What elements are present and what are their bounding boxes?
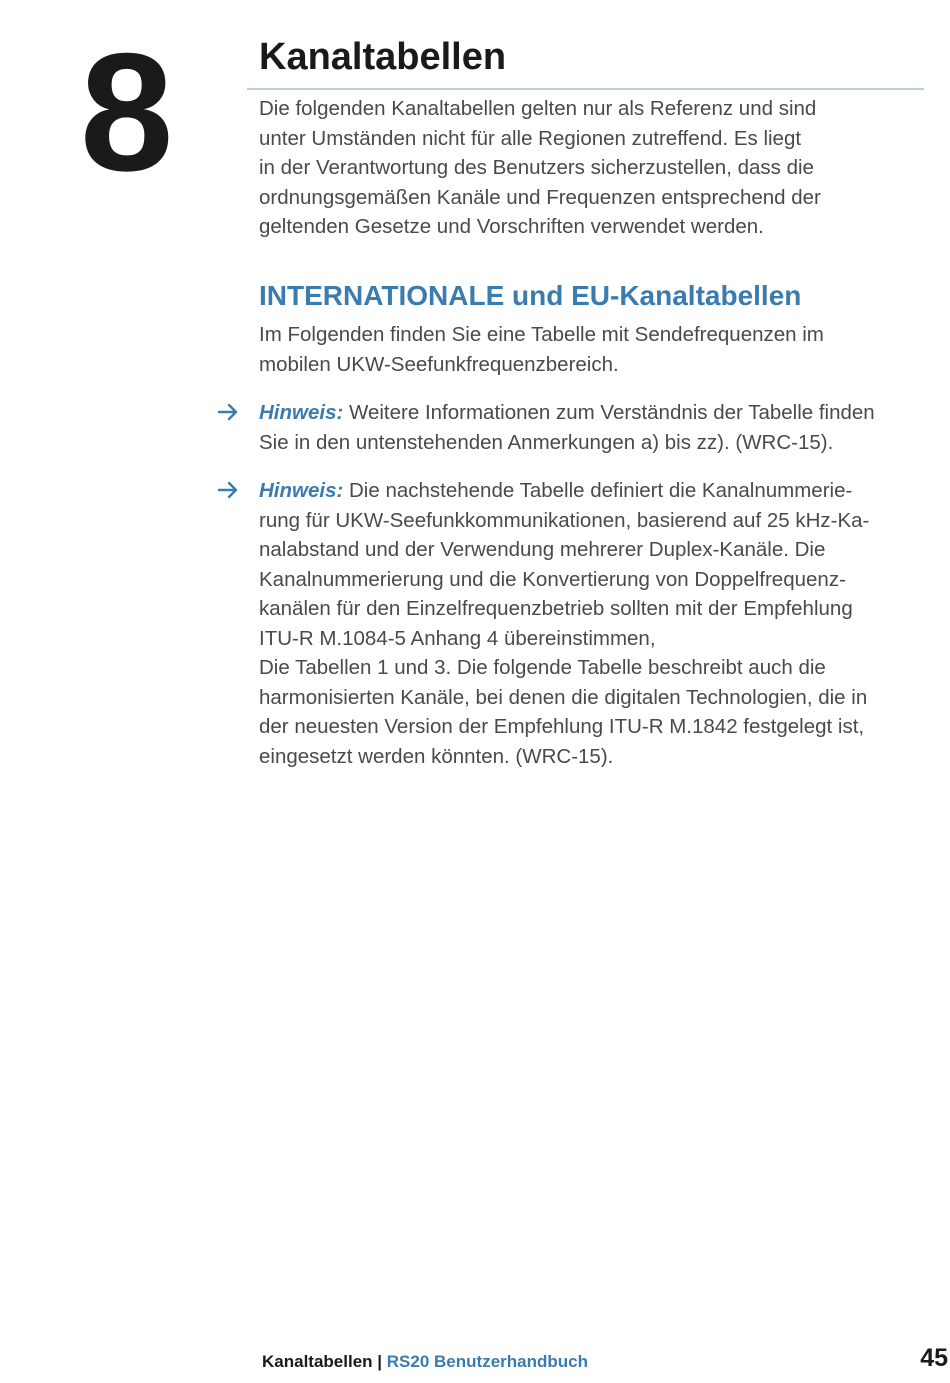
note-1: [259, 398, 924, 457]
footer-chapter: Kanaltabellen: [262, 1352, 373, 1371]
note-2: [259, 476, 924, 771]
page-title: Kanaltabellen: [259, 36, 507, 78]
note-label: Hinweis:: [259, 401, 344, 424]
footer-separator: |: [377, 1352, 383, 1371]
note-label: Hinweis:: [259, 479, 344, 502]
footer-manual-title: RS20 Benutzerhandbuch: [386, 1352, 588, 1371]
chapter-intro: Die folgenden Kanaltabellen gelten nur als Referenz und sind unter Umständen nicht für alle Regionen zutreffend. Es liegt in der Verantwortung des Benutzers sicherzustellen, dass die ordnungsgemäßen Kanäle und Frequenzen entsprechend der geltenden Gesetze und Vorschriften verwendet werden.: [259, 97, 821, 238]
arrow-right-icon: [217, 480, 241, 500]
page-number: 45: [920, 1344, 948, 1372]
note-text: Weitere Informationen zum Verständnis der Tabelle finden Sie in den untenstehenden Anmerkungen a) bis zz). (WRC-15).: [259, 401, 875, 454]
section-heading: INTERNATIONALE und EU-Kanaltabellen: [259, 280, 802, 311]
chapter-number: 8: [80, 18, 174, 206]
section-intro: Im Folgenden finden Sie eine Tabelle mit Sendefrequenzen im mobilen UKW-Seefunkfrequenzbereich.: [259, 323, 824, 376]
note-text: Die nachstehende Tabelle definiert die Kanalnummerie- rung für UKW-Seefunkkommunikationen, basierend auf 25 kHz-Ka- nalabstand und der Verwendung mehrerer Duplex-Kanäle. Die Kanalnummerierung und die Konvertierung von Doppelfrequenz- kanälen für den Einzelfrequenzbetrieb sollten mit der Empfehlung ITU-R M.1084-5 Anhang 4 übereinstimmen, Die Tabellen 1 und 3. Die folgende Tabelle beschreibt auch die harmonisierten Kanäle, bei denen die digitalen Technologien, die in der neuesten Version der Empfehlung ITU-R M.1842 festgelegt ist, eingesetzt werden könnten. (WRC-15).: [259, 479, 870, 768]
arrow-right-icon: [217, 402, 241, 422]
footer: [262, 1351, 588, 1373]
title-divider: [247, 88, 924, 90]
